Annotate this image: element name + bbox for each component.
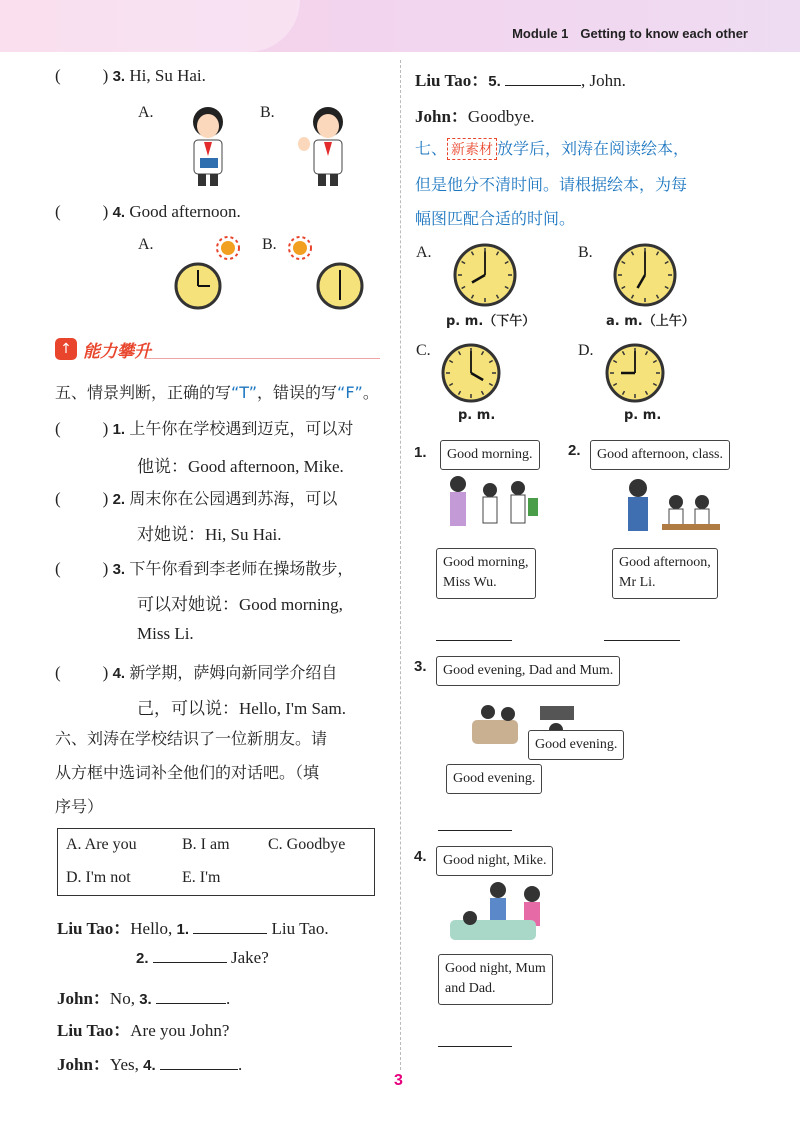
clock-c-label[interactable]: C. (416, 342, 431, 359)
scene1-top-bubble: Good morning. (440, 440, 540, 470)
clock-b-label[interactable]: B. (578, 244, 593, 261)
choice-a: A. Are you (66, 836, 137, 853)
clock-a-caption: p. m.（下午） (446, 314, 536, 329)
part5-item1: ( ) 1. 上午你在学校遇到迈克，可以对 (55, 419, 354, 438)
blank-3[interactable] (156, 989, 226, 1004)
scene4-bottom-bubble: Good night, Mum and Dad. (438, 954, 553, 1005)
scene2-classroom-illustration (614, 474, 724, 544)
clock-d-label[interactable]: D. (578, 342, 594, 359)
part5-heading: 五、情景判断，正确的写“T”，错误的写“F”。 (55, 383, 379, 402)
part6-heading-2: 从方框中选词补全他们的对话吧。（填 (55, 763, 320, 782)
scene2-bottom-bubble: Good afternoon, Mr Li. (612, 548, 718, 599)
new-material-tag: 新素材 (447, 138, 497, 160)
item4-3-opt-b[interactable]: B. (260, 104, 275, 121)
part6-heading-1: 六、刘涛在学校结识了一位新朋友。请 (55, 729, 328, 748)
part5-item4-line2: 己，可以说：Hello, I'm Sam. (137, 699, 346, 718)
clock-a-icon (452, 242, 518, 308)
dialogue-line-5: John：Yes, 4. . (57, 1055, 243, 1074)
blank-5[interactable] (505, 71, 581, 86)
choice-b: B. I am (182, 836, 230, 853)
scene1-bottom-bubble: Good morning, Miss Wu. (436, 548, 536, 599)
item4-4-opt-a[interactable]: A. (138, 236, 154, 253)
dialogue-line-6: Liu Tao：5. , John. (415, 71, 626, 90)
clock-c-caption: p. m. (458, 408, 496, 423)
header-title: Getting to know each other (580, 26, 748, 41)
scene1-students-illustration (440, 474, 550, 544)
scene1-num: 1. (414, 444, 427, 461)
part5-item2: ( ) 2. 周末你在公园遇到苏海，可以 (55, 489, 338, 508)
dialogue-line-2: 2. Jake? (136, 948, 269, 967)
choice-c: C. Goodbye (268, 836, 346, 853)
scene4-num: 4. (414, 848, 427, 865)
scene2-answer-blank[interactable] (604, 626, 680, 641)
sun-clock-a-illustration (168, 234, 248, 314)
clock-a-label[interactable]: A. (416, 244, 432, 261)
scene2-top-bubble: Good afternoon, class. (590, 440, 730, 470)
dialogue-line-7: John：Goodbye. (415, 107, 535, 126)
part5-item3-line3: Miss Li. (137, 624, 194, 643)
part6-heading-3: 序号） (55, 797, 104, 816)
running-header (512, 26, 748, 41)
scene4-top-bubble: Good night, Mike. (436, 846, 553, 876)
clock-d-caption: p. m. (624, 408, 662, 423)
word-choice-box (57, 828, 375, 896)
header-module: Module 1 (512, 26, 569, 41)
scene1-answer-blank[interactable] (436, 626, 512, 641)
sun-clock-b-illustration (290, 234, 370, 314)
clock-d-icon (604, 342, 666, 404)
dialogue-line-4: Liu Tao：Are you John? (57, 1021, 230, 1040)
page-number: 3 (394, 1072, 403, 1089)
scene3-bottom-bubble: Good evening. (446, 764, 542, 794)
scene4-bedtime-illustration (446, 878, 556, 948)
part5-item3-line2: 可以对她说：Good morning, (137, 595, 343, 614)
scene3-answer-blank[interactable] (438, 816, 512, 831)
clock-b-icon (612, 242, 678, 308)
blank-4[interactable] (160, 1055, 238, 1070)
part5-item2-line2: 对她说：Hi, Su Hai. (137, 525, 282, 544)
part5-item1-line2: 他说：Good afternoon, Mike. (137, 457, 344, 476)
blank-1[interactable] (193, 919, 267, 934)
part5-item3: ( ) 3. 下午你看到李老师在操场散步， (55, 559, 354, 578)
column-divider (400, 60, 401, 1070)
item4-3: ( ) 3. Hi, Su Hai. (55, 66, 206, 85)
scene3-num: 3. (414, 658, 427, 675)
choice-e: E. I'm (182, 869, 221, 886)
item4-3-opt-a[interactable]: A. (138, 104, 154, 121)
scene3-top-bubble: Good evening, Dad and Mum. (436, 656, 620, 686)
girl-waving-illustration (296, 104, 356, 188)
scene4-answer-blank[interactable] (438, 1032, 512, 1047)
clock-b-caption: a. m.（上午） (606, 314, 695, 329)
clock-c-icon (440, 342, 502, 404)
scene3-mid-bubble: Good evening. (528, 730, 624, 760)
part7-heading-2: 但是他分不清时间。请根据绘本，为每 (415, 175, 688, 194)
item4-4-opt-b[interactable]: B. (262, 236, 277, 253)
dialogue-line-1: Liu Tao：Hello, 1. Liu Tao. (57, 919, 329, 938)
rocket-icon: ↑ (55, 338, 77, 360)
banner-label: 能力攀升 (83, 342, 151, 362)
dialogue-line-3: John：No, 3. . (57, 989, 231, 1008)
girl-holding-books-illustration (178, 104, 238, 188)
item4-4: ( ) 4. Good afternoon. (55, 202, 241, 221)
part5-item4: ( ) 4. 新学期，萨姆向新同学介绍自 (55, 663, 338, 682)
ability-section-banner (55, 336, 380, 364)
scene2-num: 2. (568, 442, 581, 459)
blank-2[interactable] (153, 948, 227, 963)
part7-heading-3: 幅图匹配合适的时间。 (415, 209, 576, 228)
choice-d: D. I'm not (66, 869, 131, 886)
part7-heading-1: 七、 新素材 放学后，刘涛在阅读绘本， (415, 139, 690, 158)
